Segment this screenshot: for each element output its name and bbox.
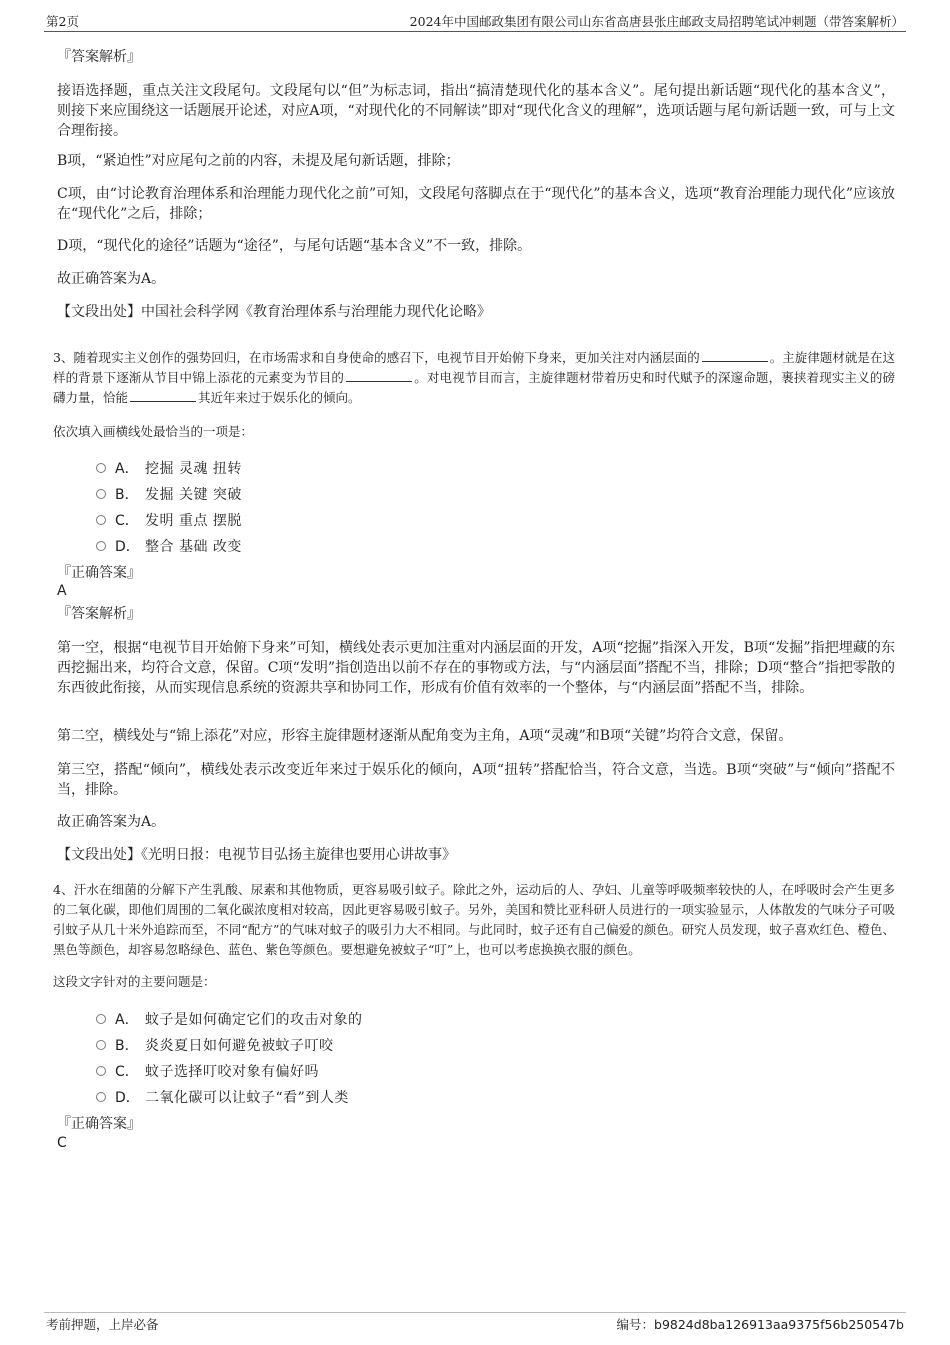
analysis-conclusion: 故正确答案为A。 xyxy=(57,271,166,287)
option-text: 挖掘 灵魂 扭转 xyxy=(145,461,242,477)
option-text: 二氧化碳可以让蚊子“看”到人类 xyxy=(145,1090,349,1106)
fill-blank xyxy=(702,349,768,362)
option-c[interactable] xyxy=(96,507,796,533)
option-d[interactable] xyxy=(96,533,796,559)
option-text: 发明 重点 摆脱 xyxy=(145,513,242,529)
option-a[interactable] xyxy=(96,1006,796,1032)
option-a[interactable] xyxy=(96,455,796,481)
option-list xyxy=(96,455,796,559)
radio-icon[interactable] xyxy=(96,541,106,551)
analysis-paragraph: D项，“现代化的途径”话题为“途径”，与尾句话题“基本含义”不一致，排除。 xyxy=(57,238,532,254)
option-c[interactable] xyxy=(96,1058,796,1084)
stem-text: 其近年来过于娱乐化的倾向。 xyxy=(198,390,361,405)
option-b[interactable] xyxy=(96,481,796,507)
analysis-paragraph: 接语选择题，重点关注文段尾句。文段尾句以“但”为标志词，指出“搞清楚现代化的基本含义”。尾句提出新话题“现代化的基本含义”，则接下来应围绕这一话题展开论述，对应A项，“对现代化的不同解读”即对“现代化含义的理解”，选项话题与尾句新话题一致，可与上文合理衔接。 xyxy=(57,83,895,139)
analysis-paragraph: 第一空，根据“电视节目开始俯下身来”可知，横线处表示更加注重对内涵层面的开发，A项“挖掘”指深入开发，B项“发掘”指把埋藏的东西挖掘出来，均符合文意，保留。C项“发明”指创造出以前不存在的事物或方法，与“内涵层面”搭配不当，排除；D项“整合”指把零散的东西彼此衔接，从而实现信息系统的资源共享和协同工作，形成有价值有效率的一个整体，与“内涵层面”搭配不当，排除。 xyxy=(57,640,895,696)
analysis-paragraph: B项，“紧迫性”对应尾句之前的内容，未提及尾句新话题，排除； xyxy=(57,153,460,169)
analysis-paragraph: 第二空，横线处与“锦上添花”对应，形容主旋律题材逐渐从配角变为主角，A项“灵魂”和B项“关键”均符合文意，保留。 xyxy=(57,728,793,744)
fill-blank xyxy=(130,389,196,402)
document-title: 2024年中国邮政集团有限公司山东省高唐县张庄邮政支局招聘笔试冲刺题（带答案解析） xyxy=(409,14,904,29)
option-letter: B． xyxy=(115,487,139,503)
question-prompt: 这段文字针对的主要问题是： xyxy=(53,974,216,989)
radio-icon[interactable] xyxy=(96,489,106,499)
option-letter: A． xyxy=(115,1012,139,1028)
option-letter: B． xyxy=(115,1038,139,1054)
answer-value: A xyxy=(57,583,67,599)
option-text: 蚊子选择叮咬对象有偏好吗 xyxy=(145,1064,319,1080)
analysis-label: 『答案解析』 xyxy=(57,49,141,65)
option-b[interactable] xyxy=(96,1032,796,1058)
option-letter: D． xyxy=(115,539,140,555)
stem-text: 。主旋律题材就是在这样的背景下逐渐从节目中锦上添花的元素变为节目的 xyxy=(53,350,895,385)
source-citation: 【文段出处】中国社会科学网《教育治理体系与治理能力现代化论略》 xyxy=(57,304,491,320)
answer-label: 『正确答案』 xyxy=(57,1116,141,1132)
radio-icon[interactable] xyxy=(96,515,106,525)
option-text: 整合 基础 改变 xyxy=(145,539,242,555)
option-letter: D． xyxy=(115,1090,140,1106)
radio-icon[interactable] xyxy=(96,1066,106,1076)
option-letter: C． xyxy=(115,1064,139,1080)
source-citation: 【文段出处】《光明日报：电视节目弘扬主旋律也要用心讲故事》 xyxy=(57,847,456,863)
document-code xyxy=(617,1315,905,1335)
stem-text: 3、随着现实主义创作的强势回归，在市场需求和自身使命的感召下，电视节目开始俯下身来，更加关注对内涵层面的 xyxy=(53,350,700,365)
answer-label: 『正确答案』 xyxy=(57,565,141,581)
fill-blank xyxy=(346,369,412,382)
footer-slogan: 考前押题，上岸必备 xyxy=(46,1317,159,1332)
code-value: b9824d8ba126913aa9375f56b250547b xyxy=(654,1317,904,1332)
code-label: 编号： xyxy=(616,1317,655,1332)
option-letter: A． xyxy=(115,461,139,477)
radio-icon[interactable] xyxy=(96,1014,106,1024)
option-list xyxy=(96,1006,796,1110)
analysis-conclusion: 故正确答案为A。 xyxy=(57,814,166,830)
question-stem xyxy=(53,348,895,408)
page-number: 第2页 xyxy=(46,14,79,29)
option-text: 蚊子是如何确定它们的攻击对象的 xyxy=(145,1012,363,1028)
option-letter: C． xyxy=(115,513,139,529)
answer-value: C xyxy=(57,1135,67,1151)
radio-icon[interactable] xyxy=(96,1040,106,1050)
page-footer xyxy=(44,1312,906,1334)
radio-icon[interactable] xyxy=(96,463,106,473)
option-text: 炎炎夏日如何避免被蚊子叮咬 xyxy=(145,1038,334,1054)
radio-icon[interactable] xyxy=(96,1092,106,1102)
analysis-paragraph: C项，由“讨论教育治理体系和治理能力现代化之前”可知，文段尾句落脚点在于“现代化”的基本含义，选项“教育治理能力现代化”应该放在“现代化”之后，排除； xyxy=(57,186,895,222)
option-text: 发掘 关键 突破 xyxy=(145,487,242,503)
analysis-paragraph: 第三空，搭配“倾向”，横线处表示改变近年来过于娱乐化的倾向，A项“扭转”搭配恰当，符合文意，当选。B项“突破”与“倾向”搭配不当，排除。 xyxy=(57,762,895,798)
question-prompt: 依次填入画横线处最恰当的一项是： xyxy=(53,424,254,439)
stem-text: 。对电视节目而言，主旋律题材带着历史和时代赋予的深邃命题，裹挟着现实主义的磅礴力量，恰能 xyxy=(53,370,895,405)
option-d[interactable] xyxy=(96,1084,796,1110)
analysis-label: 『答案解析』 xyxy=(57,606,141,622)
page-header xyxy=(44,14,906,32)
question-stem: 4、汗水在细菌的分解下产生乳酸、尿素和其他物质，更容易吸引蚊子。除此之外，运动后的人、孕妇、儿童等呼吸频率较快的人，在呼吸时会产生更多的二氧化碳，即他们周围的二氧化碳浓度相对较高，因此更容易吸引蚊子。另外，美国和赞比亚科研人员进行的一项实验显示，人体散发的气味分子可吸引蚊子从几十米外追踪而至，不同“配方”的气味对蚊子的吸引力大不相同。与此同时，蚊子还有自己偏爱的颜色。研究人员发现，蚊子喜欢红色、橙色、黑色等颜色，却容易忽略绿色、蓝色、紫色等颜色。要想避免被蚊子“叮”上，也可以考虑换换衣服的颜色。 xyxy=(53,882,895,957)
